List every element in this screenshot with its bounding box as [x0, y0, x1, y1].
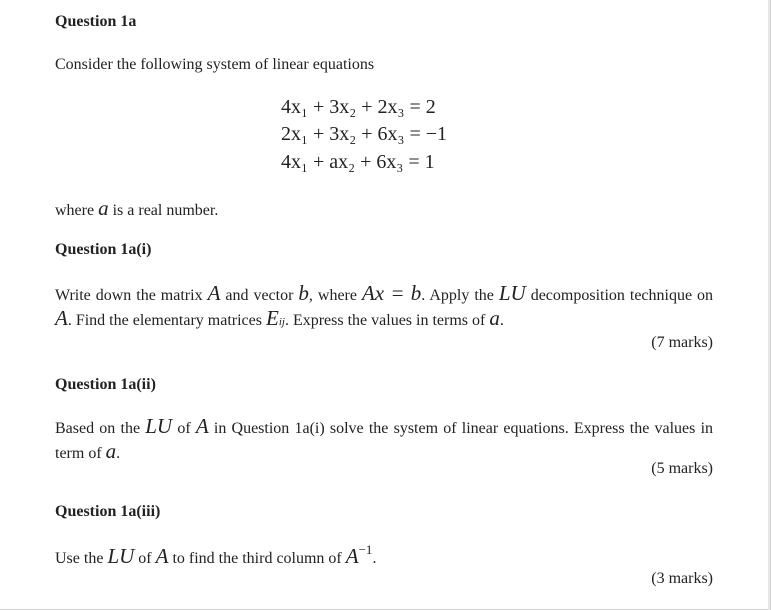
q1ai-t8: .: [499, 312, 504, 329]
q1ai-t5: decomposition technique on: [530, 287, 714, 304]
equation-3-rhs: = 1: [408, 151, 435, 173]
where-pre: where: [55, 202, 95, 219]
q1ai-t3: , where: [308, 287, 357, 304]
q1ai-heading: Question 1a(i): [55, 241, 152, 258]
q1ai-A2: A: [55, 306, 68, 330]
q1ai-E: E: [265, 306, 279, 330]
q1ai-t2: and vector: [225, 287, 294, 304]
equation-1-lhs: 4x₁ + 3x₂ + 2x₃: [281, 96, 405, 118]
q1ai-ij: ij: [278, 316, 285, 328]
q1a-where-text: [55, 197, 713, 222]
q1aii-a: a: [105, 439, 117, 463]
q1ai-A: A: [207, 281, 221, 305]
page-edge-shadow: [768, 0, 770, 610]
q1ai-marks: (7 marks): [651, 334, 713, 351]
q1aii-A: A: [195, 414, 209, 438]
equation-2-rhs: = −1: [409, 123, 448, 145]
q1ai-t4: . Apply the: [421, 287, 494, 304]
equation-2: [281, 122, 447, 146]
q1ai-b: b: [298, 281, 309, 305]
q1aii-LU: LU: [145, 414, 173, 438]
equation-1-rhs: = 2: [409, 96, 436, 118]
q1aiii-t4: .: [372, 550, 377, 567]
where-post: is a real number.: [112, 202, 219, 219]
q1ai-text: [55, 282, 713, 333]
equation-2-lhs: 2x₁ + 3x₂ + 6x₃: [281, 123, 405, 145]
q1a-heading: Question 1a: [55, 13, 137, 30]
q1aiii-t3: to find the third column of: [172, 550, 342, 567]
q1ai-LU: LU: [498, 281, 526, 305]
q1aiii-marks: (3 marks): [651, 570, 713, 587]
q1aiii-t2: of: [138, 550, 152, 567]
q1aii-t4: .: [116, 445, 121, 462]
equation-1: [281, 95, 436, 119]
where-var: a: [98, 196, 109, 220]
equation-3-lhs: 4x₁ + ax₂ + 6x₃: [281, 151, 404, 173]
q1aiii-Ainv: A: [345, 544, 359, 568]
q1aii-t2: of: [177, 420, 191, 437]
q1aiii-LU: LU: [107, 544, 135, 568]
q1aiii-inverse-sup: −1: [358, 542, 373, 557]
q1ai-t6: . Find the elementary matrices: [67, 312, 262, 329]
q1a-intro: Consider the following system of linear equations: [55, 56, 375, 73]
q1aii-text: [55, 415, 713, 465]
q1aiii-A: A: [155, 544, 169, 568]
q1ai-t1: Write down the matrix: [55, 287, 203, 304]
q1ai-Ax: Ax = b: [361, 281, 422, 305]
q1aii-marks: (5 marks): [651, 460, 713, 477]
q1ai-a: a: [489, 306, 500, 330]
q1aii-heading: Question 1a(ii): [55, 376, 156, 393]
q1ai-t7: . Express the values in terms of: [284, 312, 486, 329]
q1aii-t1: Based on the: [55, 420, 141, 437]
q1aii-t3: in Question 1a(i) solve the system of linear equations. Express the values in term of: [55, 420, 714, 462]
equation-3: [281, 150, 435, 174]
q1aiii-text: [55, 542, 713, 570]
q1aiii-heading: Question 1a(iii): [55, 503, 161, 520]
q1aiii-t1: Use the: [55, 550, 104, 567]
